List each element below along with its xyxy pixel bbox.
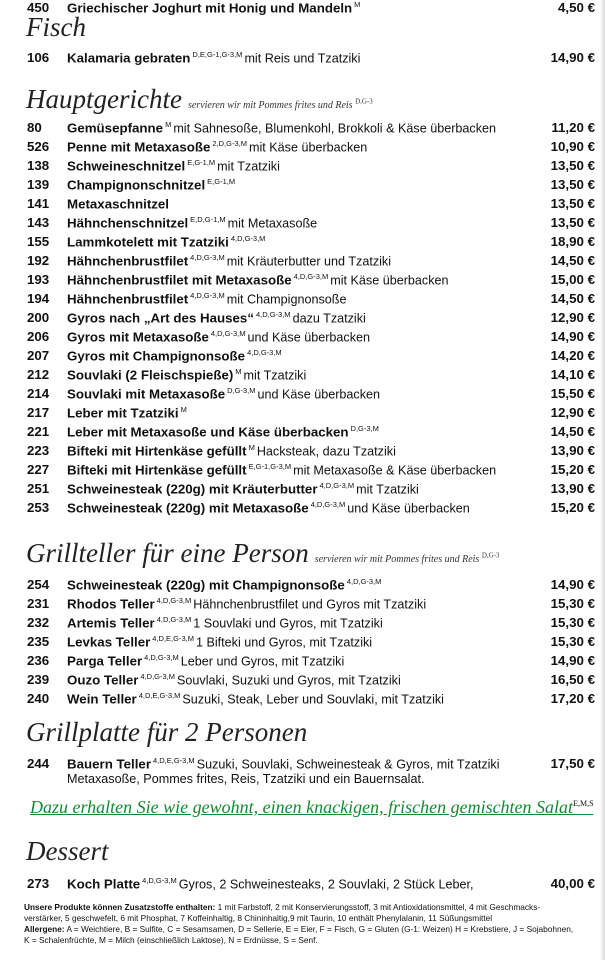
item-description: 1 Bifteki und Gyros, mit Tzatziki	[195, 635, 373, 650]
menu-item-row	[27, 462, 595, 482]
item-price: 14,50 €	[548, 424, 595, 439]
item-number: 450	[27, 0, 50, 15]
item-price: 13,50 €	[548, 215, 595, 230]
item-body	[67, 234, 595, 249]
item-body	[67, 634, 595, 649]
section-title-grillplatte: Grillplatte für 2 Personen	[26, 717, 308, 747]
item-allergen-codes: E,G-1,M	[207, 177, 236, 186]
item-name: Champignonschnitzel	[67, 177, 206, 193]
section-title-dessert: Dessert	[26, 836, 109, 866]
menu-item-row	[27, 653, 595, 673]
menu-item-row	[27, 405, 595, 425]
item-allergen-codes: 4,D,G-3,M	[142, 876, 177, 885]
item-description: mit Metaxasoße	[227, 216, 318, 231]
item-number: 227	[27, 462, 50, 477]
item-allergen-codes: M	[248, 443, 255, 452]
menu-item-row	[27, 443, 595, 463]
item-price: 11,20 €	[548, 120, 595, 135]
item-number: 239	[27, 672, 50, 687]
item-price: 12,90 €	[548, 310, 595, 325]
section-subtitle: servieren wir mit Pommes frites und Reis $^{D,G-3}$	[187, 97, 373, 111]
item-body	[67, 756, 595, 771]
item-price: 12,90 €	[548, 405, 595, 420]
item-name: Bifteki mit Hirtenkäse gefüllt	[67, 443, 247, 459]
item-name: Levkas Teller	[67, 634, 151, 650]
menu-item-row	[27, 756, 595, 776]
item-body	[67, 653, 595, 668]
menu-item-row	[27, 272, 595, 292]
item-price: 17,50 €	[548, 756, 595, 771]
item-name: Leber mit Metaxasoße und Käse überbacken	[67, 424, 349, 440]
item-description: mit Tzatziki	[217, 159, 280, 174]
item-number: 206	[27, 329, 50, 344]
menu-item-row	[27, 50, 595, 70]
allergens-note-continued: K = Schalenfrüchte, M = Milch (einschließlich Laktose), N = Erdnüsse, S = Senf.	[24, 935, 318, 945]
item-body	[67, 139, 595, 154]
menu-item-row	[27, 876, 595, 896]
item-price: 14,50 €	[548, 291, 595, 306]
menu-item-row	[27, 0, 595, 20]
item-number: 254	[27, 577, 50, 592]
additives-note-continued: verstärker, 5 geschwefelt, 6 mit Phosphat, 7 Koffeinhaltig, 8 Chininhaltig,9 mit Taurin, 10 enthält Phenylalanin, 11 Süßungsmittel	[24, 913, 493, 923]
item-name: Lammkotelett mit Tzatziki	[67, 234, 229, 250]
item-price: 10,90 €	[548, 139, 595, 154]
item-name: Souvlaki mit Metaxasoße	[67, 386, 226, 402]
item-allergen-codes: D,G-3,M	[350, 424, 379, 433]
item-number: 253	[27, 500, 50, 515]
item-body	[67, 691, 595, 706]
item-body	[67, 367, 595, 382]
item-number: 214	[27, 386, 50, 401]
menu-item-row	[27, 177, 595, 197]
section-title-grillteller: Grillteller für eine Person servieren wir mit Pommes frites und Reis $^{D,G-3}$	[26, 538, 500, 568]
item-allergen-codes: 4,D,E,G-3,M	[153, 756, 195, 765]
item-name: Koch Platte	[67, 876, 141, 892]
menu-item-row	[27, 691, 595, 711]
item-body	[67, 272, 595, 287]
menu-item-row	[27, 481, 595, 501]
menu-item-row	[27, 139, 595, 159]
item-body	[67, 348, 595, 363]
item-price: 4,50 €	[555, 0, 595, 15]
item-description: mit Reis und Tzatziki	[244, 51, 361, 66]
menu-item-row	[27, 348, 595, 368]
item-number: 244	[27, 756, 50, 771]
item-description: mit Metaxasoße & Käse überbacken	[293, 463, 497, 478]
item-price: 15,30 €	[548, 634, 595, 649]
item-allergen-codes: 4,D,G-3,M	[156, 596, 192, 605]
menu-item-row	[27, 577, 595, 597]
item-price: 17,20 €	[548, 691, 595, 706]
item-price: 14,10 €	[548, 367, 595, 382]
item-allergen-codes: 4,D,G-3,M	[293, 272, 329, 281]
item-price: 16,50 €	[548, 672, 595, 687]
item-name: Schweineschnitzel	[67, 158, 186, 174]
item-allergen-codes: 4,D,G-3,M	[310, 500, 346, 509]
item-price: 13,90 €	[548, 443, 595, 458]
item-body	[67, 215, 595, 230]
item-description: Souvlaki, Suzuki und Gyros, mit Tzatziki	[177, 673, 401, 688]
item-allergen-codes: 4,D,G-3,M	[230, 234, 266, 243]
item-price: 14,50 €	[548, 253, 595, 268]
item-description: mit Tzatziki	[356, 482, 419, 497]
menu-item-row	[27, 672, 595, 692]
item-number: 80	[27, 120, 42, 135]
menu-item-row	[27, 386, 595, 406]
item-number: 212	[27, 367, 50, 382]
item-price: 14,90 €	[548, 329, 595, 344]
item-description: mit Käse überbacken	[330, 273, 449, 288]
item-description: Leber und Gyros, mit Tzatziki	[180, 654, 345, 669]
menu-item-row	[27, 120, 595, 140]
item-price: 15,20 €	[548, 462, 595, 477]
item-name: Hähnchenbrustfilet mit Metaxasoße	[67, 272, 292, 288]
item-name: Gyros mit Champignonsoße	[67, 348, 246, 364]
item-number: 139	[27, 177, 50, 192]
item-description: und Käse überbacken	[257, 387, 381, 402]
item-description: mit Käse überbacken	[248, 140, 368, 155]
salad-note: Dazu erhalten Sie wie gewohnt, einen knackigen, frischen gemischten Salat$^{E,M,S}$	[30, 797, 594, 817]
item-description: Suzuki, Souvlaki, Schweinesteak & Gyros, mit Tzatziki	[196, 757, 500, 772]
item-description: mit Sahnesoße, Blumenkohl, Brokkoli & Käse überbacken	[173, 121, 497, 136]
item-description: Hähnchenbrustfilet und Gyros mit Tzatziki	[193, 597, 427, 612]
item-number: 223	[27, 443, 50, 458]
item-name: Hähnchenbrustfilet	[67, 291, 189, 307]
menu-item-row	[27, 310, 595, 330]
item-name: Gemüsepfanne	[67, 120, 164, 136]
item-number: 193	[27, 272, 50, 287]
item-body	[67, 615, 595, 630]
item-name: Rhodos Teller	[67, 596, 155, 612]
menu-item-row	[27, 253, 595, 273]
item-allergen-codes: 4,D,G-3,M	[255, 310, 291, 319]
item-description: und Käse überbacken	[247, 330, 371, 345]
item-price: 14,90 €	[548, 577, 595, 592]
item-allergen-codes: 4,D,G-3,M	[210, 329, 246, 338]
additives-note: Unsere Produkte können Zusatzstoffe enthalten: 1 mit Farbstoff, 2 mit Konservierungsstoff, 3 mit Antioxidationsmittel, 4 mit Geschmacks-	[24, 902, 541, 912]
item-body	[67, 577, 595, 592]
item-allergen-codes: 4,D,G-3,M	[319, 481, 355, 490]
item-allergen-codes: 4,D,G-3,M	[346, 577, 382, 586]
item-name: Bauern Teller	[67, 756, 151, 772]
item-number: 240	[27, 691, 50, 706]
item-description: Suzuki, Steak, Leber und Souvlaki, mit Tzatziki	[182, 692, 444, 707]
item-allergen-codes: D,E,G-1,G-3,M	[192, 50, 243, 59]
item-body	[67, 329, 595, 344]
item-name: Schweinesteak (220g) mit Champignonsoße	[67, 577, 345, 593]
item-name: Ouzo Teller	[67, 672, 139, 688]
item-name: Griechischer Joghurt mit Honig und Mandeln	[67, 0, 353, 16]
item-description: mit Champignonsoße	[226, 292, 347, 307]
section-title-fisch: Fisch	[26, 12, 86, 42]
item-number: 200	[27, 310, 50, 325]
menu-item-row	[27, 424, 595, 444]
item-name: Schweinesteak (220g) mit Metaxasoße	[67, 500, 309, 516]
item-allergen-codes: 4,D,G-3,M	[190, 291, 225, 300]
item-number: 251	[27, 481, 50, 496]
item-allergen-codes: 4,D,G-3,M	[190, 253, 225, 262]
item-number: 106	[27, 50, 50, 65]
item-price: 14,20 €	[548, 348, 595, 363]
item-number: 207	[27, 348, 50, 363]
menu-item-row	[27, 615, 595, 635]
item-body	[67, 424, 595, 439]
item-number: 526	[27, 139, 50, 154]
item-body	[67, 0, 595, 15]
item-name: Kalamaria gebraten	[67, 50, 191, 66]
item-name: Bifteki mit Hirtenkäse gefüllt	[67, 462, 247, 478]
item-description: mit Kräuterbutter und Tzatziki	[226, 254, 392, 269]
item-number: 232	[27, 615, 50, 630]
item-body	[67, 291, 595, 306]
menu-item-row	[27, 158, 595, 178]
menu-item-row	[27, 500, 595, 520]
item-name: Leber mit Tzatziki	[67, 405, 179, 421]
item-price: 15,20 €	[548, 500, 595, 515]
item-name: Souvlaki (2 Fleischspieße)	[67, 367, 234, 383]
item-body	[67, 405, 595, 420]
item-number: 194	[27, 291, 50, 306]
item-number: 221	[27, 424, 50, 439]
menu-item-row	[27, 196, 595, 216]
koch-platte-desc-continued: Metaxasoße, Pommes frites, Reis, Tzatziki und ein Bauernsalat.	[67, 772, 425, 786]
item-price: 13,50 €	[548, 158, 595, 173]
item-name: Gyros mit Metaxasoße	[67, 329, 209, 345]
item-allergen-codes: E,G-1,G-3,M	[248, 462, 292, 471]
item-allergen-codes: 4,D,G-3,M	[140, 672, 176, 681]
item-price: 15,50 €	[548, 386, 595, 401]
section-title-hauptgerichte: Hauptgerichte servieren wir mit Pommes frites und Reis $^{D,G-3}$	[26, 84, 373, 114]
item-allergen-codes: 4,D,G-3,M	[156, 615, 192, 624]
item-price: 13,90 €	[548, 481, 595, 496]
item-price: 13,50 €	[548, 196, 595, 211]
menu-item-row	[27, 329, 595, 349]
item-body	[67, 50, 595, 65]
item-number: 217	[27, 405, 50, 420]
menu-item-row	[27, 234, 595, 254]
menu-item-row	[27, 215, 595, 235]
page-edge-shadow	[600, 0, 605, 960]
item-name: Hähnchenschnitzel	[67, 215, 189, 231]
item-allergen-codes: M	[180, 405, 187, 414]
item-description: dazu Tzatziki	[292, 311, 366, 326]
item-description: und Käse überbacken	[347, 501, 470, 516]
item-body	[67, 310, 595, 325]
item-price: 13,50 €	[548, 177, 595, 192]
item-price: 40,00 €	[548, 876, 595, 891]
item-description: 1 Souvlaki und Gyros, mit Tzatziki	[193, 616, 383, 631]
item-allergen-codes: 4,D,E,G-3,M	[138, 691, 181, 700]
item-number: 155	[27, 234, 50, 249]
item-number: 231	[27, 596, 50, 611]
item-price: 18,90 €	[548, 234, 595, 249]
item-name: Artemis Teller	[67, 615, 155, 631]
menu-item-row	[27, 291, 595, 311]
section-subtitle: servieren wir mit Pommes frites und Reis $^{D,G-3}$	[314, 551, 500, 565]
item-name: Wein Teller	[67, 691, 137, 707]
item-price: 15,30 €	[548, 615, 595, 630]
item-number: 236	[27, 653, 50, 668]
item-allergen-codes: 2,D,G-3,M	[212, 139, 247, 148]
item-body	[67, 177, 595, 192]
item-price: 15,00 €	[548, 272, 595, 287]
item-price: 15,30 €	[548, 596, 595, 611]
item-body	[67, 120, 595, 135]
item-name: Hähnchenbrustfilet	[67, 253, 189, 269]
item-body	[67, 462, 595, 477]
allergens-note: Allergene: A = Weichtiere, B = Sulfite, C = Sesamsamen, D = Sellerie, E = Eier, F = Fisch, G = Gluten (G-1: Weizen) H = Krebstiere, J = Sojabohnen,	[24, 924, 574, 934]
item-body	[67, 596, 595, 611]
item-body	[67, 481, 595, 496]
item-allergen-codes: M	[235, 367, 242, 376]
item-price: 14,90 €	[548, 50, 595, 65]
item-number: 138	[27, 158, 50, 173]
item-description: Hacksteak, dazu Tzatziki	[256, 444, 396, 459]
item-name: Parga Teller	[67, 653, 143, 669]
item-number: 235	[27, 634, 50, 649]
item-number: 273	[27, 876, 50, 891]
item-number: 143	[27, 215, 50, 230]
item-body	[67, 386, 595, 401]
item-name: Gyros nach „Art des Hauses“	[67, 310, 254, 326]
item-allergen-codes: 4,D,E,G-3,M	[152, 634, 194, 643]
item-body	[67, 443, 595, 458]
item-allergen-codes: D,G-3,M	[227, 386, 256, 395]
item-description: Gyros, 2 Schweinesteaks, 2 Souvlaki, 2 Stück Leber,	[178, 877, 474, 892]
menu-item-row	[27, 367, 595, 387]
item-allergen-codes: E,G-1,M	[187, 158, 216, 167]
item-allergen-codes: E,D,G-1,M	[190, 215, 226, 224]
item-body	[67, 158, 595, 173]
item-body	[67, 253, 595, 268]
item-allergen-codes: M	[165, 120, 172, 129]
item-name: Penne mit Metaxasoße	[67, 139, 211, 155]
menu-item-row	[27, 596, 595, 616]
item-number: 141	[27, 196, 50, 211]
item-body	[67, 672, 595, 687]
item-allergen-codes: M	[354, 0, 361, 9]
menu-item-row	[27, 634, 595, 654]
item-allergen-codes: 4,D,G-3,M	[247, 348, 282, 357]
item-name: Metaxaschnitzel	[67, 196, 169, 212]
item-price: 14,90 €	[548, 653, 595, 668]
item-allergen-codes: 4,D,G-3,M	[144, 653, 179, 662]
item-body	[67, 500, 595, 515]
item-number: 192	[27, 253, 50, 268]
item-body	[67, 196, 595, 211]
item-name: Schweinesteak (220g) mit Kräuterbutter	[67, 481, 318, 497]
item-body	[67, 876, 595, 891]
item-description: mit Tzatziki	[243, 368, 307, 383]
